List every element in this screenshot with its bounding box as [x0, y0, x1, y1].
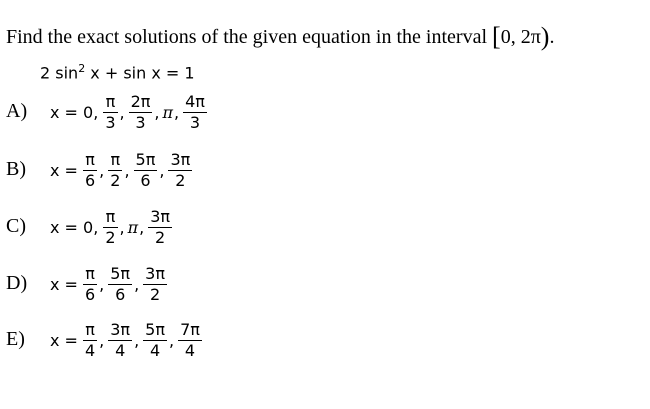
choice-lead: x =	[50, 330, 78, 350]
fraction-numerator: 5π	[145, 319, 165, 339]
fraction-numerator: 4π	[185, 91, 205, 111]
choice-lead: x = 0,	[50, 102, 99, 122]
term-separator: ,	[139, 217, 145, 237]
choice-letter: D)	[6, 272, 28, 294]
choice-expression	[50, 88, 208, 136]
choice-letter: E)	[6, 328, 25, 350]
fraction-numerator: 5π	[135, 149, 156, 169]
fraction	[134, 150, 158, 191]
fraction-denominator: 6	[84, 284, 96, 304]
fraction-numerator: π	[85, 263, 95, 283]
term-separator: ,	[168, 330, 175, 350]
fraction	[168, 150, 192, 191]
term-separator: ,	[99, 330, 105, 350]
question-text	[6, 22, 554, 52]
term-separator: ,	[119, 217, 125, 237]
fraction	[103, 92, 117, 133]
fraction-numerator: π	[105, 91, 116, 111]
fraction-denominator: 4	[149, 340, 161, 360]
fraction-denominator: 2	[110, 170, 121, 190]
equation	[40, 62, 195, 82]
term-separator: ,	[99, 160, 105, 180]
fraction-numerator: π	[85, 319, 95, 339]
choice-lead: x =	[50, 160, 78, 180]
fraction-denominator: 3	[105, 112, 116, 132]
equation-exponent: 2	[78, 62, 86, 75]
fraction-numerator: π	[85, 149, 95, 169]
fraction	[178, 320, 202, 361]
fraction-numerator: 3π	[170, 149, 191, 169]
term-separator: ,	[154, 102, 160, 122]
fraction	[108, 150, 122, 191]
fraction-numerator: 3π	[145, 263, 165, 283]
fraction-denominator: 2	[105, 227, 116, 247]
choice-term: π	[162, 102, 174, 122]
term-separator: ,	[134, 274, 140, 294]
fraction	[103, 207, 117, 248]
interval-values: 0, 2π	[500, 26, 541, 48]
equation-left: 2 sin	[40, 63, 79, 83]
fraction-denominator: 4	[115, 340, 126, 360]
fraction	[83, 150, 97, 191]
fraction-numerator: π	[110, 149, 121, 169]
fraction-numerator: 2π	[130, 91, 151, 111]
choice-letter: C)	[6, 215, 26, 237]
interval	[492, 22, 555, 51]
choice-letter: B)	[6, 158, 26, 180]
fraction	[129, 92, 153, 133]
fraction	[143, 264, 167, 305]
choice-expression	[50, 203, 173, 251]
fraction-numerator: π	[105, 206, 116, 226]
question-prefix: Find the exact solutions of the given equation in the interval	[6, 26, 488, 48]
fraction-numerator: 3π	[110, 319, 131, 339]
fraction-denominator: 6	[84, 170, 96, 190]
term-separator: ,	[174, 102, 180, 122]
choice-lead: x =	[50, 274, 78, 294]
fraction-denominator: 3	[135, 112, 146, 132]
term-separator: ,	[124, 160, 130, 180]
fraction-denominator: 2	[155, 227, 166, 247]
fraction	[108, 320, 132, 361]
fraction	[108, 264, 132, 305]
interval-close-bracket: )	[540, 22, 550, 51]
term-separator: ,	[119, 102, 125, 122]
fraction-denominator: 6	[115, 284, 126, 304]
fraction-denominator: 3	[189, 112, 201, 132]
fraction-denominator: 2	[149, 284, 161, 304]
fraction-numerator: 5π	[110, 263, 131, 283]
choice-expression	[50, 260, 168, 308]
choice-term: π	[127, 217, 139, 237]
fraction	[143, 320, 167, 361]
fraction-numerator: 7π	[180, 319, 200, 339]
choice-expression	[50, 316, 203, 364]
fraction	[183, 92, 207, 133]
question-suffix: .	[549, 26, 555, 48]
equation-right: x + sin x = 1	[85, 63, 195, 83]
choice-letter: A)	[6, 100, 28, 122]
fraction-denominator: 6	[140, 170, 151, 190]
term-separator: ,	[159, 160, 165, 180]
term-separator: ,	[134, 330, 140, 350]
fraction-numerator: 3π	[150, 206, 171, 226]
fraction-denominator: 4	[84, 340, 96, 360]
fraction-denominator: 4	[184, 340, 196, 360]
term-separator: ,	[99, 274, 105, 294]
fraction	[148, 207, 172, 248]
interval-open-bracket: [	[492, 22, 501, 51]
fraction	[83, 320, 97, 361]
choice-expression	[50, 146, 193, 194]
choice-lead: x = 0,	[50, 217, 99, 237]
fraction	[83, 264, 97, 305]
fraction-denominator: 2	[175, 170, 186, 190]
